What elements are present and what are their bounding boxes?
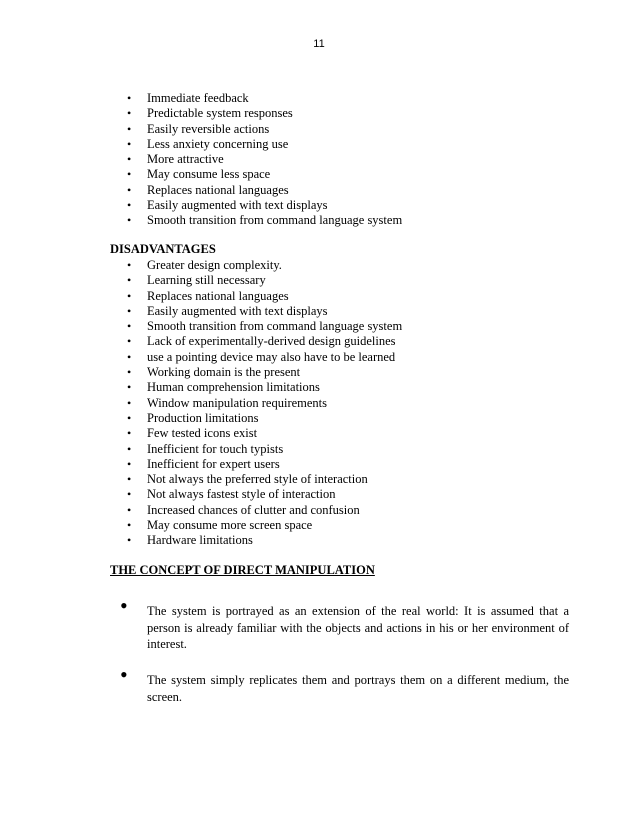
list-item: • Increased chances of clutter and confusion [147, 503, 402, 518]
list-item: • Replaces national languages [147, 183, 402, 198]
list-item: • Easily augmented with text displays [147, 198, 402, 213]
list-item: • Production limitations [147, 411, 402, 426]
list-item: • Learning still necessary [147, 273, 402, 288]
paragraph-text: The system is portrayed as an extension of the real world: It is assumed that a person is already familiar with the objects and actions in his or her environment of interest. [147, 604, 569, 651]
bullet-icon: • [120, 662, 128, 687]
list-item: • Greater design complexity. [147, 258, 402, 273]
list-item: • More attractive [147, 152, 402, 167]
list-item: • Not always the preferred style of interaction [147, 472, 402, 487]
advantages-list [147, 91, 402, 229]
list-item: • Lack of experimentally-derived design guidelines [147, 334, 402, 349]
list-item: • May consume less space [147, 167, 402, 182]
bullet-icon: • [120, 593, 128, 618]
disadvantages-heading: DISADVANTAGES [110, 242, 216, 256]
list-item: • Less anxiety concerning use [147, 137, 402, 152]
concept-paragraph [120, 593, 569, 653]
list-item: • Inefficient for expert users [147, 457, 402, 472]
list-item: • Window manipulation requirements [147, 396, 402, 411]
concept-heading: THE CONCEPT OF DIRECT MANIPULATION [110, 563, 375, 577]
list-item: • Easily augmented with text displays [147, 304, 402, 319]
list-item: • Not always fastest style of interaction [147, 487, 402, 502]
list-item: • Replaces national languages [147, 289, 402, 304]
list-item: • Working domain is the present [147, 365, 402, 380]
list-item: • Inefficient for touch typists [147, 442, 402, 457]
disadvantages-list [147, 258, 402, 549]
list-item: • May consume more screen space [147, 518, 402, 533]
list-item: • Easily reversible actions [147, 122, 402, 137]
page-number: 11 [313, 38, 325, 50]
list-item: • Human comprehension limitations [147, 380, 402, 395]
list-item: • Smooth transition from command language system [147, 319, 402, 334]
list-item: • Few tested icons exist [147, 426, 402, 441]
list-item: • Smooth transition from command language system [147, 213, 402, 228]
list-item: • use a pointing device may also have to be learned [147, 350, 402, 365]
concept-paragraph [120, 662, 569, 705]
list-item: • Immediate feedback [147, 91, 402, 106]
list-item: • Hardware limitations [147, 533, 402, 548]
list-item: • Predictable system responses [147, 106, 402, 121]
paragraph-text: The system simply replicates them and portrays them on a different medium, the screen. [147, 673, 569, 704]
